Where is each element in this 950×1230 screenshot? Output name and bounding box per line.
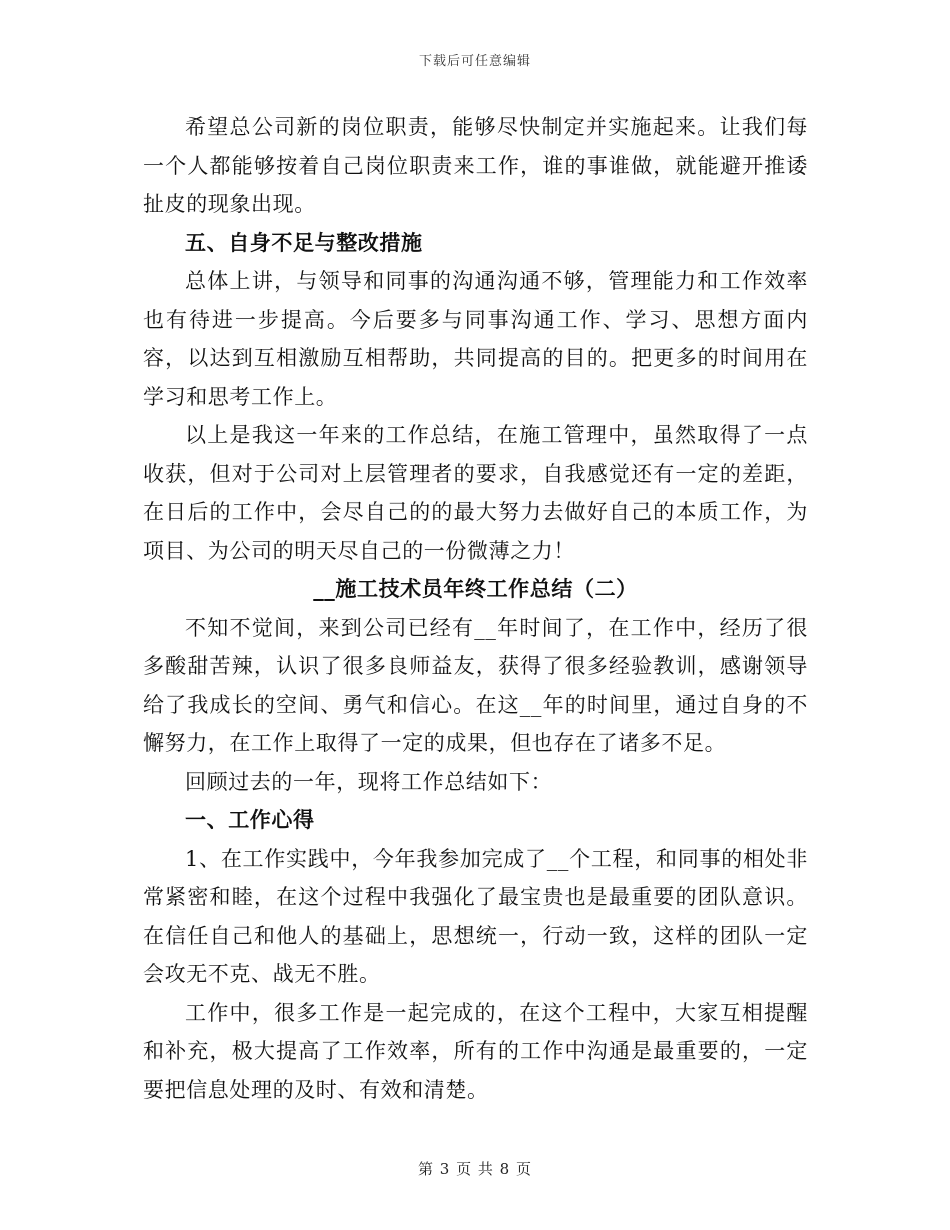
section-heading-work-experience: 一、工作心得	[185, 807, 315, 832]
paragraph-conclusion: 以上是我这一年来的工作总结，在施工管理中，虽然取得了一点收获，但对于公司对上层管理者的要求，自我感觉还有一定的差距，在日后的工作中，会尽自己的的最大努力去做好自己的本质工作，为项目、为公司的明天尽自己的一份微薄之力！	[143, 423, 808, 563]
paragraph-communication: 工作中，很多工作是一起完成的，在这个工程中，大家互相提醒和补充，极大提高了工作效率，所有的工作中沟通是最重要的，一定要把信息处理的及时、有效和清楚。	[143, 1000, 808, 1102]
paragraph-shortcomings: 总体上讲，与领导和同事的沟通沟通不够，管理能力和工作效率也有待进一步提高。今后要多与同事沟通工作、学习、思想方面内容，以达到互相激励互相帮助，共同提高的目的。把更多的时间用在学习和思考工作上。	[143, 269, 808, 409]
paragraph-intro: 不知不觉间，来到公司已经有__年时间了，在工作中，经历了很多酸甜苦辣，认识了很多良师益友，获得了很多经验教训，感谢领导给了我成长的空间、勇气和信心。在这__年的时间里，通过自身的不懈努力，在工作上取得了一定的成果，但也存在了诸多不足。	[143, 615, 808, 755]
paragraph-review: 回顾过去的一年，现将工作总结如下：	[185, 769, 553, 794]
document-body	[143, 108, 808, 1109]
paragraph-job-responsibilities: 希望总公司新的岗位职责，能够尽快制定并实施起来。让我们每一个人都能够按着自己岗位职责来工作，谁的事谁做，就能避开推诿扯皮的现象出现。	[143, 115, 808, 216]
section-heading-shortcomings: 五、自身不足与整改措施	[185, 229, 423, 255]
paragraph-teamwork: 1、在工作实践中，今年我参加完成了__个工程，和同事的相处非常紧密和睦，在这个过程中我强化了最宝贵也是最重要的团队意识。在信任自己和他人的基础上，思想统一，行动一致，这样的团队一定会攻无不克、战无不胜。	[143, 846, 808, 986]
page-indicator: 第 3 页 共 8 页	[418, 1160, 532, 1178]
document-title-part-two: __施工技术员年终工作总结（二）	[313, 576, 638, 601]
header-note: 下载后可任意编辑	[418, 54, 531, 69]
